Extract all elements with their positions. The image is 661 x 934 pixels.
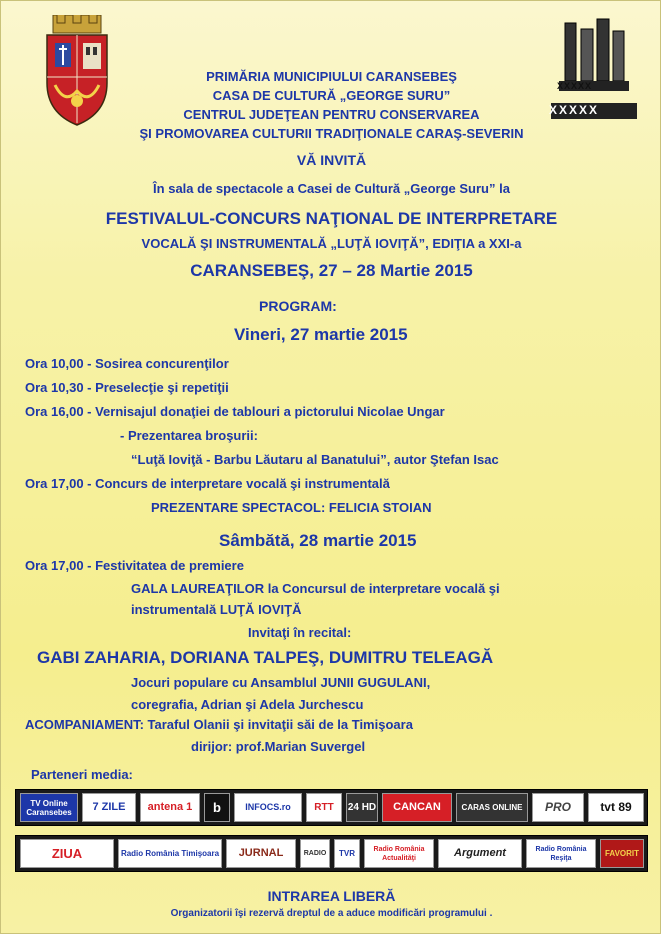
day2-line-6: Jocuri populare cu Ansamblul JUNII GUGULANI, — [131, 675, 431, 690]
emblem-mark: XXXXX — [549, 103, 600, 117]
header-line-2: CASA DE CULTURĂ „GEORGE SURU” — [212, 88, 451, 103]
partners-label: Parteneri media: — [31, 767, 133, 782]
festival-place-date: CARANSEBEŞ, 27 – 28 Martie 2015 — [190, 261, 473, 280]
partner-logo: FAVORIT — [600, 839, 644, 868]
invite-venue: În sala de spectacole a Casei de Cultură „George Suru” la — [153, 181, 510, 196]
day2-line-3: instrumentală LUŢĂ IOVIŢĂ — [131, 602, 302, 617]
partner-logo: antena 1 — [140, 793, 200, 822]
day2-guests: GABI ZAHARIA, DORIANA TALPEŞ, DUMITRU TELEAGĂ — [37, 648, 494, 667]
partner-logo: Radio România Timişoara — [118, 839, 222, 868]
day1-line-6: Ora 17,00 - Concurs de interpretare vocală şi instrumentală — [25, 476, 390, 491]
partner-logo: 7 ZILE — [82, 793, 136, 822]
partner-logo: CARAS ONLINE — [456, 793, 528, 822]
header-line-3: CENTRUL JUDEŢEAN PENTRU CONSERVAREA — [183, 107, 480, 122]
partner-logo: RADIO — [300, 839, 330, 868]
day1-line-4: - Prezentarea broşurii: — [120, 428, 258, 443]
day1-line-1: Ora 10,00 - Sosirea concurenţilor — [25, 356, 229, 371]
organizers-note: Organizatorii îşi rezervă dreptul de a aduce modificări programului . — [170, 908, 493, 919]
day2-line-9: dirijor: prof.Marian Suvergel — [191, 739, 366, 754]
day1-line-7: PREZENTARE SPECTACOL: FELICIA STOIAN — [151, 500, 432, 515]
day1-line-3: Ora 16,00 - Vernisajul donaţiei de tablouri a pictorului Nicolae Ungar — [25, 404, 445, 419]
partner-logo: Argument — [438, 839, 522, 868]
partner-logo: 24 HD — [346, 793, 378, 822]
day2-line-7: coregrafia, Adrian şi Adela Jurchescu — [131, 697, 364, 712]
partners-strip-2 — [15, 835, 648, 872]
entry-free: INTRAREA LIBERĂ — [267, 888, 396, 904]
partner-logo: INFOCS.ro — [234, 793, 302, 822]
day1-line-5: “Luţă Ioviţă - Barbu Lăutaru al Banatului”, autor Ştefan Isac — [131, 452, 499, 467]
partner-logo: Radio România Reşiţa — [526, 839, 596, 868]
festival-name: FESTIVALUL-CONCURS NAŢIONAL DE INTERPRETARE — [105, 209, 558, 228]
header-line-4: ŞI PROMOVAREA CULTURII TRADIŢIONALE CARAŞ-SEVERIN — [139, 126, 524, 141]
partner-logo: PRO — [532, 793, 584, 822]
day2-line-1: Ora 17,00 - Festivitatea de premiere — [25, 558, 244, 573]
partner-logo: TVR — [334, 839, 360, 868]
partner-logo: ZIUA — [20, 839, 114, 868]
day1-title: Vineri, 27 martie 2015 — [234, 325, 408, 344]
partner-logo: Radio România Actualităţi — [364, 839, 434, 868]
day2-line-4: Invitaţi în recital: — [248, 625, 352, 640]
emblem-mark-small: XXXXX — [557, 81, 593, 91]
partner-logo: CANCAN — [382, 793, 452, 822]
partner-logo: JURNAL — [226, 839, 296, 868]
day1-line-2: Ora 10,30 - Preselecţie şi repetiţii — [25, 380, 229, 395]
partner-logo: RTT — [306, 793, 342, 822]
partners-strip-1 — [15, 789, 648, 826]
day2-line-2: GALA LAUREAŢILOR la Concursul de interpretare vocală şi — [131, 581, 500, 596]
festival-subtitle: VOCALĂ ŞI INSTRUMENTALĂ „LUŢĂ IOVIŢĂ”, EDIŢIA a XXI-a — [141, 236, 522, 251]
invite-title: VĂ INVITĂ — [296, 152, 367, 168]
partner-logo: TV Online Caransebes — [20, 793, 78, 822]
header-line-1: PRIMĂRIA MUNICIPIULUI CARANSEBEŞ — [206, 69, 457, 84]
partner-logo: b — [204, 793, 230, 822]
day2-title: Sâmbătă, 28 martie 2015 — [219, 531, 417, 550]
partner-logo: tvt 89 — [588, 793, 644, 822]
program-heading: PROGRAM: — [259, 298, 337, 314]
day2-line-8: ACOMPANIAMENT: Taraful Olanii şi invitaţii săi de la Timişoara — [25, 717, 413, 732]
